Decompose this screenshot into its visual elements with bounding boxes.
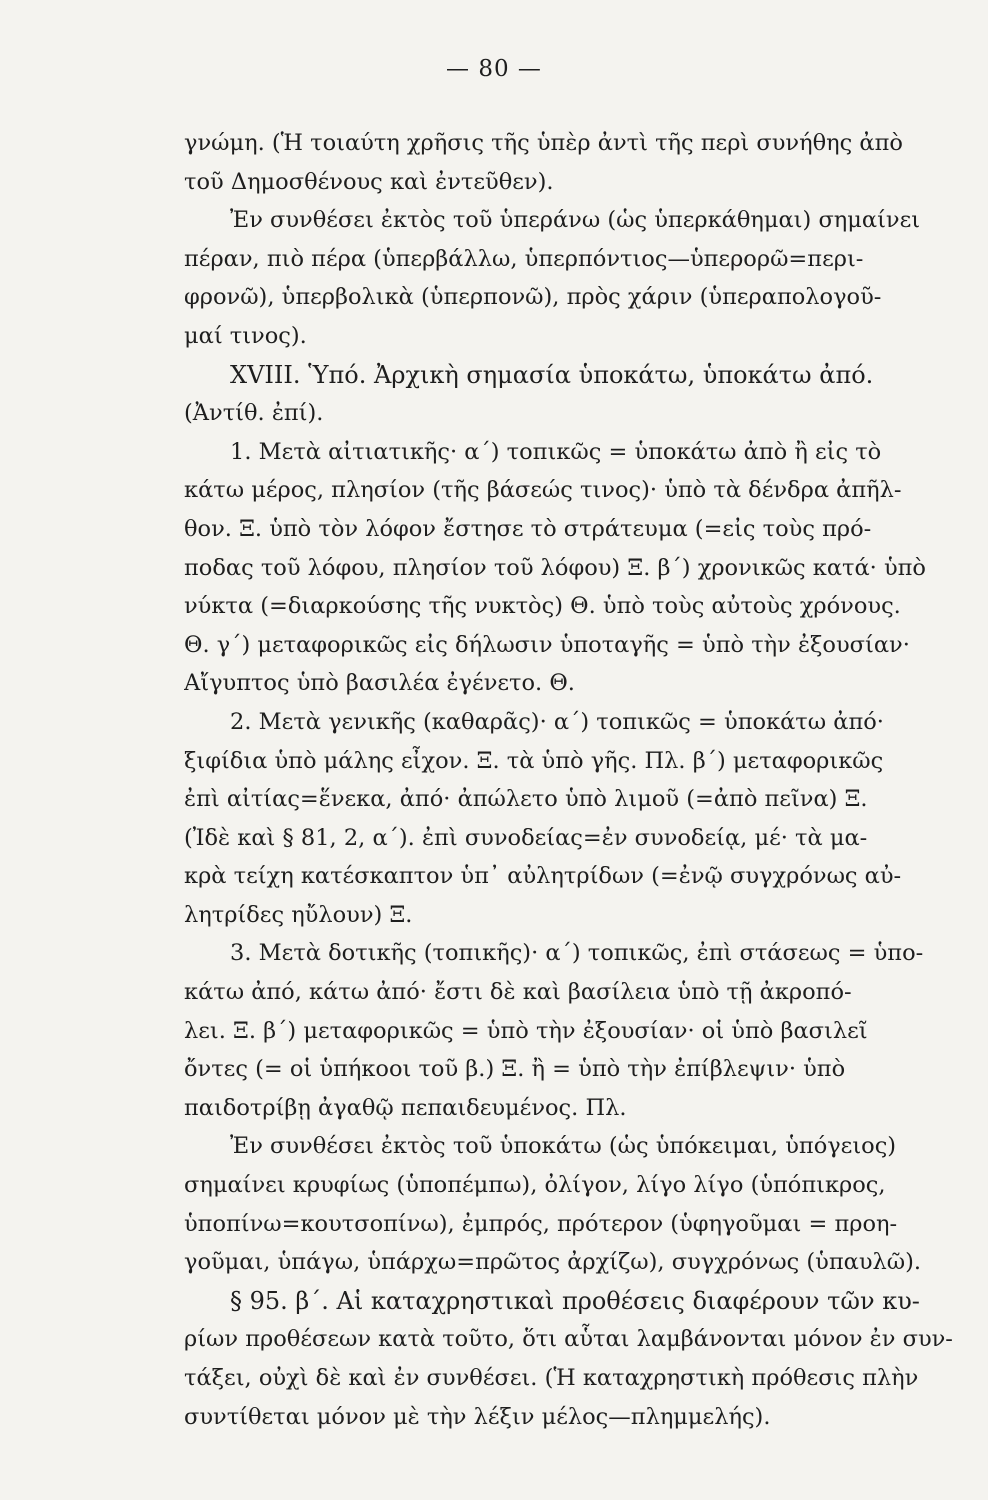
text-line: τάξει, οὐχὶ δὲ καὶ ἐν συνθέσει. (Ἡ καταχρηστικὴ πρόθεσις πλὴν (184, 1365, 919, 1391)
text-line: τοῦ Δημοσθένους καὶ ἐντεῦθεν). (184, 168, 554, 195)
text-line: 2. Μετὰ γενικῆς (καθαρᾶς)· α΄) τοπικῶς = ὑποκάτω ἀπό· (230, 708, 884, 735)
text-line: μαί τινος). (184, 322, 307, 349)
text-line: κρὰ τείχη κατέσκαπτον ὑπ᾽ αὐλητρίδων (=ἐνῷ συγχρόνως αὐ- (184, 863, 902, 890)
text-line: ξιφίδια ὑπὸ μάλης εἶχον. Ξ. τὰ ὑπὸ γῆς. Πλ. β΄) μεταφορικῶς (184, 747, 884, 774)
body-text (184, 124, 954, 1436)
text-line: γοῦμαι, ὑπάγω, ὑπάρχω=πρῶτος ἀρχίζω), συγχρόνως (ὑπαυλῶ). (184, 1249, 922, 1276)
text-line: Ἐν συνθέσει ἐκτὸς τοῦ ὑποκάτω (ὡς ὑπόκειμαι, ὑπόγειος) (230, 1133, 897, 1160)
text-line: (Ἀντίθ. ἐπί). (184, 400, 324, 427)
text-line: λει. Ξ. β΄) μεταφορικῶς = ὑπὸ τὴν ἐξουσίαν· οἱ ὑπὸ βασιλεῖ (184, 1017, 868, 1044)
text-line: γνώμη. (Ἡ τοιαύτη χρῆσις τῆς ὑπὲρ ἀντὶ τῆς περὶ συνήθης ἀπὸ (184, 130, 903, 156)
text-line: κάτω ἀπό, κάτω ἀπό· ἔστι δὲ καὶ βασίλεια ὑπὸ τῇ ἀκροπό- (184, 979, 852, 1006)
text-line: ρίων προθέσεων κατὰ τοῦτο, ὅτι αὗται λαμβάνονται μόνον ἐν συν- (184, 1326, 953, 1353)
text-line: συντίθεται μόνον μὲ τὴν λέξιν μέλος—πλημμελής). (184, 1403, 771, 1430)
text-line: νύκτα (=διαρκούσης τῆς νυκτὸς) Θ. ὑπὸ τοὺς αὐτοὺς χρόνους. (184, 593, 901, 620)
text-line: Θ. γ΄) μεταφορικῶς εἰς δήλωσιν ὑποταγῆς = ὑπὸ τὴν ἐξουσίαν· (184, 631, 910, 658)
section-heading: § 95. β΄. Αἱ καταχρηστικαὶ προθέσεις διαφέρουν τῶν κυ- (230, 1286, 920, 1315)
text-line: σημαίνει κρυφίως (ὑποπέμπω), ὀλίγον, λίγο λίγο (ὑπόπικρος, (184, 1172, 886, 1199)
text-line: ἐπὶ αἰτίας=ἕνεκα, ἀπό· ἀπώλετο ὑπὸ λιμοῦ (=ἀπὸ πεῖνα) Ξ. (184, 786, 868, 813)
text-line: λητρίδες ηὔλουν) Ξ. (184, 901, 413, 928)
text-line: (Ἰδὲ καὶ § 81, 2, α΄). ἐπὶ συνοδείας=ἐν συνοδείᾳ, μέ· τὰ μα- (184, 824, 868, 851)
text-line: Αἴγυπτος ὑπὸ βασιλέα ἐγένετο. Θ. (184, 670, 575, 697)
text-line: παιδοτρίβῃ ἀγαθῷ πεπαιδευμένος. Πλ. (184, 1094, 627, 1121)
text-line: φρονῶ), ὑπερβολικὰ (ὑπερπονῶ), πρὸς χάριν (ὑπεραπολογοῦ- (184, 284, 882, 311)
text-line: ποδας τοῦ λόφου, πλησίον τοῦ λόφου) Ξ. β΄) χρονικῶς κατά· ὑπὸ (184, 554, 926, 581)
text-line: ὄντες (= οἱ ὑπήκοοι τοῦ β.) Ξ. ἢ = ὑπὸ τὴν ἐπίβλεψιν· ὑπὸ (184, 1056, 846, 1083)
text-line: ὑποπίνω=κουτσοπίνω), ἐμπρός, πρότερον (ὑφηγοῦμαι = προη- (184, 1210, 898, 1237)
text-line: 3. Μετὰ δοτικῆς (τοπικῆς)· α΄) τοπικῶς, ἐπὶ στάσεως = ὑπο- (230, 940, 924, 967)
text-line: Ἐν συνθέσει ἐκτὸς τοῦ ὑπεράνω (ὡς ὑπερκάθημαι) σημαίνει (230, 207, 921, 234)
text-line: κάτω μέρος, πλησίον (τῆς βάσεώς τινος)· ὑπὸ τὰ δένδρα ἀπῆλ- (184, 477, 902, 504)
section-heading: XVIII. Ὑπό. Ἀρχικὴ σημασία ὑποκάτω, ὑποκάτω ἀπό. (230, 360, 874, 389)
text-line: θον. Ξ. ὑπὸ τὸν λόφον ἔστησε τὸ στράτευμα (=εἰς τοὺς πρό- (184, 515, 872, 542)
text-line: πέραν, πιὸ πέρα (ὑπερβάλλω, ὑπερπόντιος—ὑπερορῶ=περι- (184, 245, 864, 272)
page-number: — 80 — (446, 56, 542, 82)
text-line: 1. Μετὰ αἰτιατικῆς· α΄) τοπικῶς = ὑποκάτω ἀπὸ ἢ εἰς τὸ (230, 438, 882, 465)
